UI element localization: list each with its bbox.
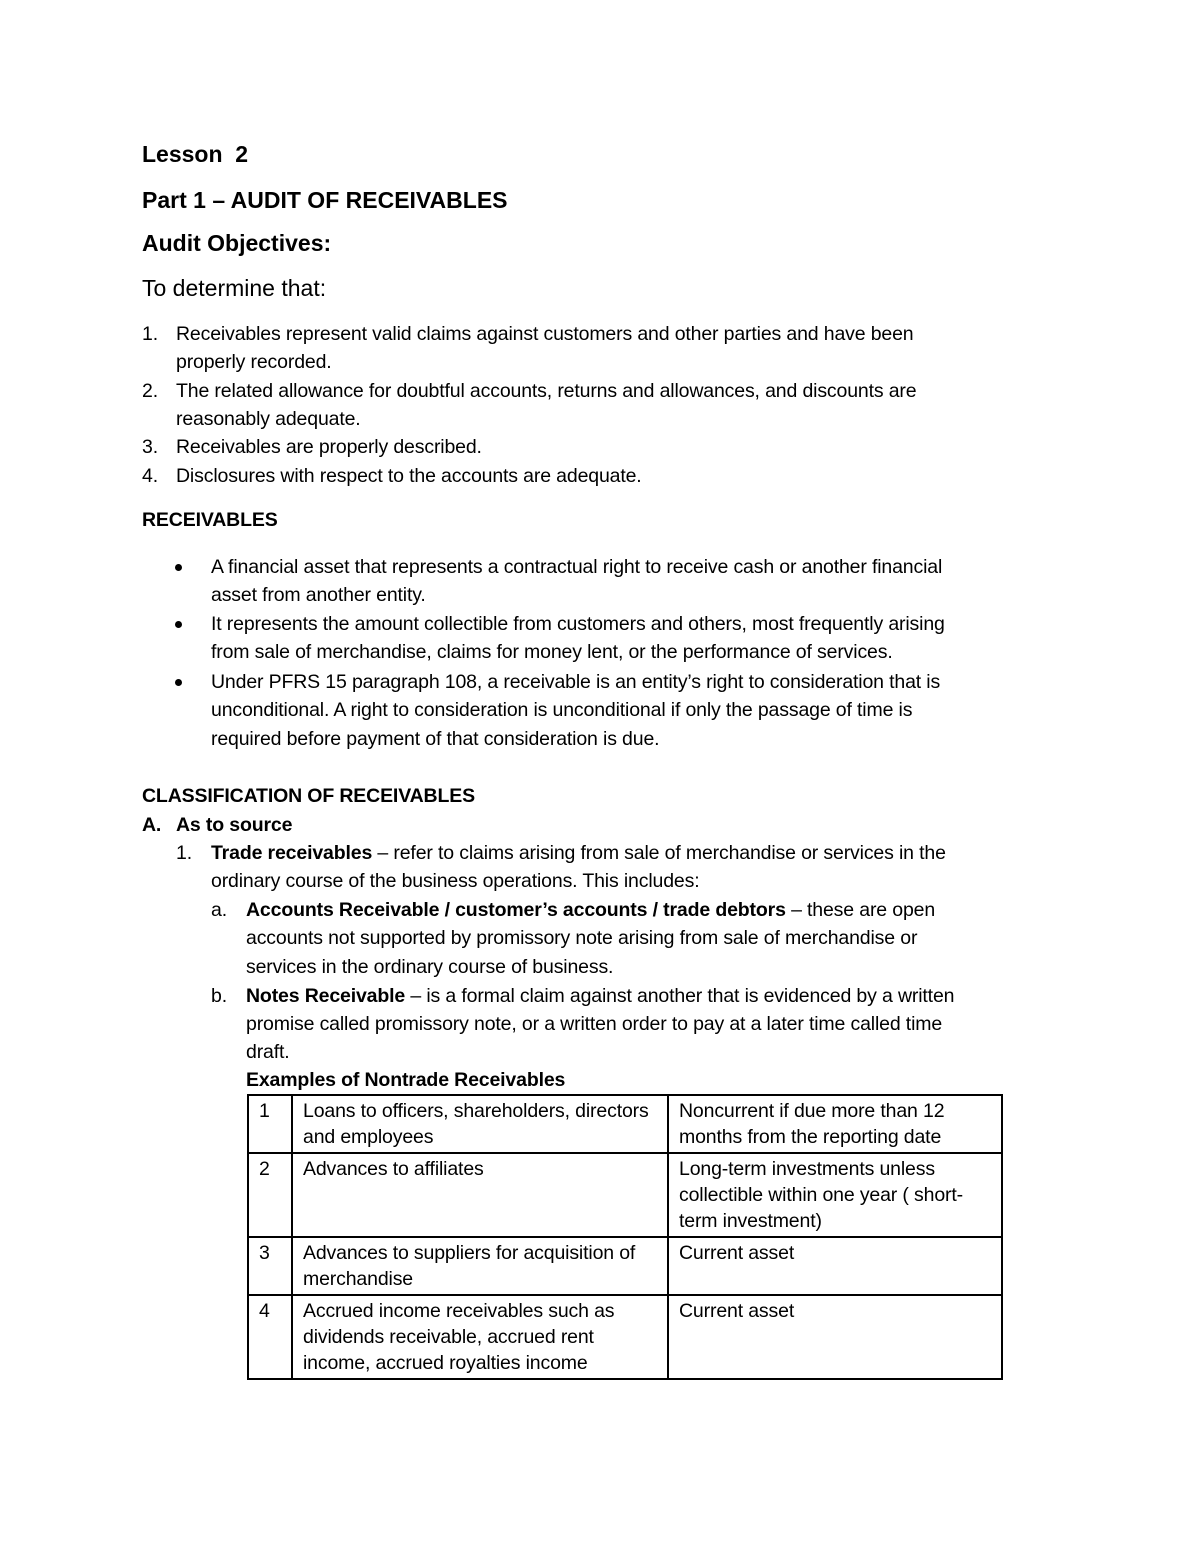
row-number: 4 — [248, 1295, 292, 1379]
bullet-text: required before payment of that consideration is due. — [211, 728, 660, 750]
definition-continued: promise called promissory note, or a written order to pay at a later time called time — [246, 1013, 943, 1035]
term: Accounts Receivable / customer’s accounts / trade debtors — [246, 899, 786, 921]
sub-label: a. — [211, 899, 227, 921]
bullet-text: unconditional. A right to consideration is unconditional if only the passage of time is — [211, 699, 913, 721]
definition-continued: draft. — [246, 1041, 290, 1063]
definition-continued: ordinary course of the business operations. This includes: — [211, 870, 700, 892]
section-label: A. — [142, 814, 162, 836]
part-heading: Part 1 – AUDIT OF RECEIVABLES — [142, 187, 508, 213]
list-number: 4. — [142, 465, 158, 487]
table-row — [248, 1237, 1002, 1295]
receivable-item: Advances to affiliates — [292, 1153, 668, 1237]
definition: – is a formal claim against another that is evidenced by a written — [405, 985, 955, 1007]
definition: – refer to claims arising from sale of merchandise or services in the — [372, 842, 946, 864]
bullet-text: A financial asset that represents a contractual right to receive cash or another financial — [211, 556, 943, 578]
definition-continued: accounts not supported by promissory note arising from sale of merchandise or — [246, 927, 918, 949]
list-item-text: Disclosures with respect to the accounts are adequate. — [176, 465, 642, 487]
row-number: 2 — [248, 1153, 292, 1237]
accounts-receivable-text — [246, 899, 935, 922]
list-item-text: reasonably adequate. — [176, 408, 361, 430]
notes-receivable-text — [246, 985, 954, 1008]
definition: – these are open — [785, 899, 936, 921]
classification-heading: CLASSIFICATION OF RECEIVABLES — [142, 785, 475, 807]
definition-continued: services in the ordinary course of business. — [246, 956, 614, 978]
lesson-heading: Lesson 2 — [142, 141, 249, 167]
receivable-item: Advances to suppliers for acquisition of merchandise — [292, 1237, 668, 1295]
list-number: 2. — [142, 380, 158, 402]
bullet-text: Under PFRS 15 paragraph 108, a receivable is an entity’s right to consideration that is — [211, 671, 941, 693]
audit-objectives-heading: Audit Objectives: — [142, 230, 332, 256]
term: Notes Receivable — [246, 985, 406, 1007]
receivable-item: Loans to officers, shareholders, directors and employees — [292, 1095, 668, 1153]
bullet-icon — [175, 564, 182, 571]
classification-cell: Current asset — [668, 1237, 1002, 1295]
section-title: As to source — [176, 814, 293, 836]
bullet-icon — [175, 679, 182, 686]
row-number: 3 — [248, 1237, 292, 1295]
trade-receivables-text — [211, 842, 946, 865]
bullet-text: asset from another entity. — [211, 584, 426, 606]
nontrade-receivables-table — [247, 1094, 1003, 1380]
table-row — [248, 1095, 1002, 1153]
bullet-text: It represents the amount collectible from customers and others, most frequently arising — [211, 613, 945, 635]
list-item-text: The related allowance for doubtful accounts, returns and allowances, and discounts are — [176, 380, 917, 402]
list-item-text: Receivables represent valid claims against customers and other parties and have been — [176, 323, 914, 345]
receivables-heading: RECEIVABLES — [142, 509, 278, 531]
table-row — [248, 1153, 1002, 1237]
list-item-text: properly recorded. — [176, 351, 332, 373]
list-item-text: Receivables are properly described. — [176, 436, 482, 458]
bullet-text: from sale of merchandise, claims for money lent, or the performance of services. — [211, 641, 893, 663]
intro-text: To determine that: — [142, 275, 327, 301]
list-number: 1. — [142, 323, 158, 345]
term: Trade receivables — [211, 842, 373, 864]
classification-cell: Noncurrent if due more than 12 months from the reporting date — [668, 1095, 1002, 1153]
list-number: 3. — [142, 436, 158, 458]
classification-cell: Long-term investments unless collectible within one year ( short-term investment) — [668, 1153, 1002, 1237]
sub-label: b. — [211, 985, 227, 1007]
table-row — [248, 1295, 1002, 1379]
bullet-icon — [175, 621, 182, 628]
receivable-item: Accrued income receivables such as dividends receivable, accrued rent income, accrued royalties income — [292, 1295, 668, 1379]
table-title: Examples of Nontrade Receivables — [246, 1069, 566, 1091]
row-number: 1 — [248, 1095, 292, 1153]
classification-cell: Current asset — [668, 1295, 1002, 1379]
list-number: 1. — [176, 842, 192, 864]
